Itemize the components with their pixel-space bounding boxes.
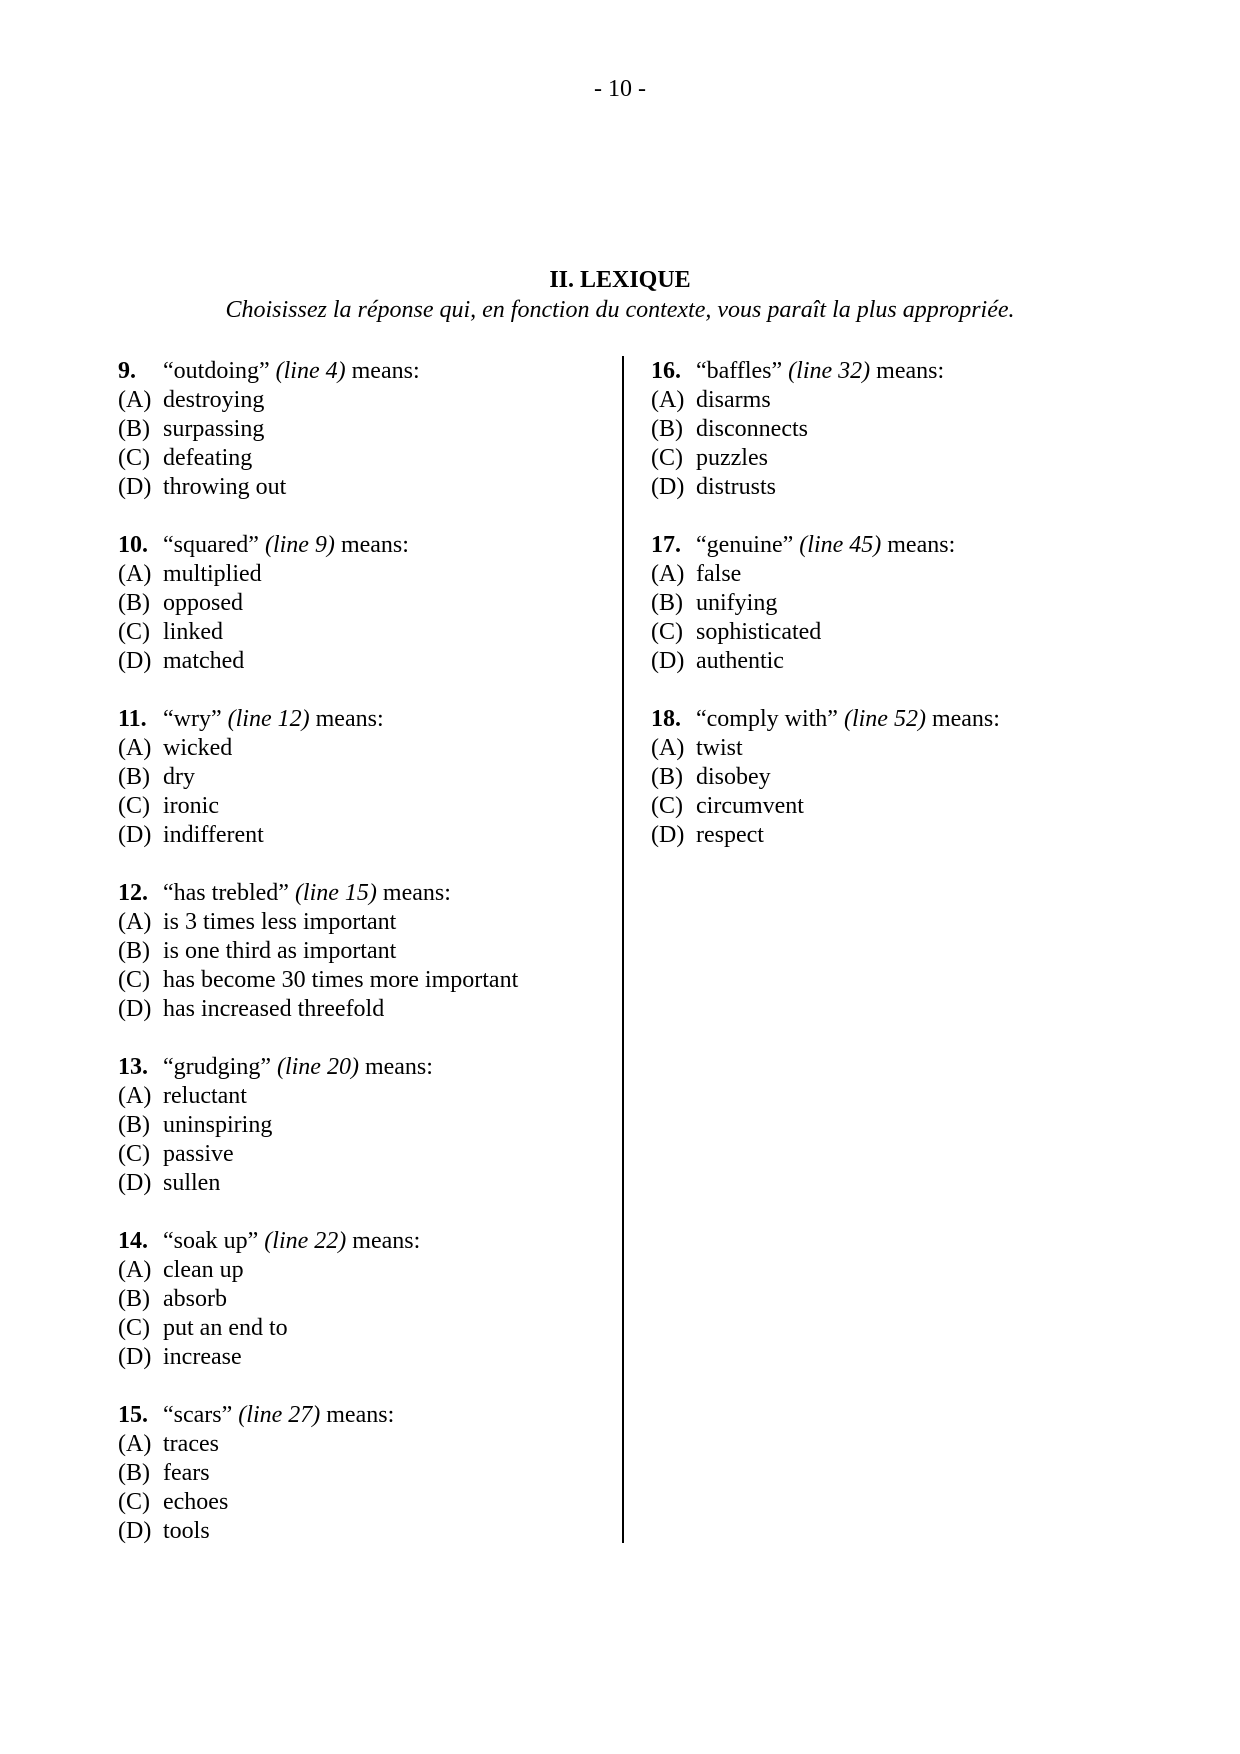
question-stem [651,357,1151,386]
question-term: “outdoing” [163,358,270,384]
answer-option [651,618,1151,647]
answer-option [651,647,1151,676]
answer-option [651,734,1151,763]
option-letter: (B) [651,416,683,442]
option-text: circumvent [696,793,804,819]
option-text: sullen [163,1170,221,1196]
question-suffix: means: [931,706,1000,732]
page-number: - 10 - [594,76,646,102]
option-letter: (D) [118,474,152,500]
question-stem [651,705,1151,734]
option-letter: (D) [118,1344,152,1370]
question [118,357,598,502]
option-letter: (B) [651,764,683,790]
option-text: absorb [163,1286,227,1312]
option-text: passive [163,1141,234,1167]
answer-option [651,473,1151,502]
option-text: put an end to [163,1315,288,1341]
question [651,531,1151,676]
answer-option [118,618,598,647]
column-divider [622,356,624,1543]
question-term: “baffles” [696,358,783,384]
answer-option [651,415,1151,444]
question [651,357,1151,502]
option-text: increase [163,1344,242,1370]
question-term: “scars” [163,1402,233,1428]
option-letter: (C) [118,1489,150,1515]
option-letter: (A) [118,909,152,935]
right-question-column [651,357,1151,879]
question [118,1053,598,1198]
option-letter: (C) [651,619,683,645]
option-letter: (B) [118,1286,150,1312]
option-letter: (A) [651,387,685,413]
question [118,531,598,676]
question [118,1227,598,1372]
answer-option [118,966,598,995]
option-text: multiplied [163,561,262,587]
answer-option [118,1430,598,1459]
option-letter: (B) [651,590,683,616]
option-text: reluctant [163,1083,247,1109]
option-letter: (C) [118,619,150,645]
answer-option [118,1517,598,1546]
answer-option [118,821,598,850]
question-line-reference: (line 22) [264,1228,347,1254]
question-term: “has trebled” [163,880,289,906]
question-line-reference: (line 27) [238,1402,321,1428]
option-text: unifying [696,590,778,616]
question-suffix: means: [351,358,420,384]
answer-option [118,560,598,589]
option-letter: (C) [651,445,683,471]
answer-option [118,444,598,473]
option-text: tools [163,1518,210,1544]
answer-option [651,589,1151,618]
question [118,1401,598,1546]
answer-option [118,908,598,937]
answer-option [651,821,1151,850]
option-letter: (C) [118,967,150,993]
question-number: 10. [118,532,148,558]
question-number: 14. [118,1228,148,1254]
option-letter: (D) [651,648,685,674]
option-letter: (A) [651,561,685,587]
option-text: matched [163,648,245,674]
question-term: “wry” [163,706,222,732]
option-text: twist [696,735,743,761]
question-number: 12. [118,880,148,906]
option-letter: (C) [118,1315,150,1341]
answer-option [651,560,1151,589]
option-text: wicked [163,735,233,761]
question-term: “squared” [163,532,259,558]
question-term: “genuine” [696,532,794,558]
option-letter: (A) [118,1431,152,1457]
answer-option [118,1488,598,1517]
option-letter: (A) [651,735,685,761]
answer-option [118,1140,598,1169]
question-suffix: means: [887,532,956,558]
answer-option [118,1256,598,1285]
question-term: “soak up” [163,1228,259,1254]
question-line-reference: (line 9) [264,532,335,558]
option-text: is 3 times less important [163,909,397,935]
question-line-reference: (line 20) [276,1054,359,1080]
option-text: dry [163,764,195,790]
answer-option [118,1285,598,1314]
question-term: “grudging” [163,1054,271,1080]
answer-option [118,734,598,763]
option-text: clean up [163,1257,244,1283]
question-line-reference: (line 12) [227,706,310,732]
option-letter: (A) [118,735,152,761]
question-stem [118,705,598,734]
answer-option [118,792,598,821]
question-number: 11. [118,706,147,732]
question-suffix: means: [382,880,451,906]
option-text: respect [696,822,764,848]
option-text: echoes [163,1489,229,1515]
option-text: destroying [163,387,265,413]
option-letter: (B) [118,416,150,442]
answer-option [651,792,1151,821]
option-text: disarms [696,387,771,413]
option-text: linked [163,619,223,645]
option-letter: (A) [118,561,152,587]
answer-option [118,763,598,792]
answer-option [118,1111,598,1140]
answer-option [118,1169,598,1198]
question [118,879,598,1024]
option-text: ironic [163,793,219,819]
option-text: surpassing [163,416,265,442]
option-text: sophisticated [696,619,822,645]
option-text: has become 30 times more important [163,967,519,993]
option-letter: (B) [118,1112,150,1138]
option-letter: (D) [651,474,685,500]
answer-option [118,415,598,444]
option-letter: (B) [118,938,150,964]
answer-option [651,444,1151,473]
option-text: indifferent [163,822,264,848]
question-number: 16. [651,358,681,384]
question-stem [118,1401,598,1430]
question-stem [118,1227,598,1256]
section-title: II. LEXIQUE [549,267,691,293]
answer-option [118,647,598,676]
answer-option [651,386,1151,415]
question-suffix: means: [364,1054,433,1080]
question-suffix: means: [340,532,409,558]
question-stem [651,531,1151,560]
question-stem [118,531,598,560]
question-stem [118,357,598,386]
option-text: opposed [163,590,243,616]
option-text: disconnects [696,416,808,442]
question-suffix: means: [326,1402,395,1428]
option-letter: (C) [651,793,683,819]
option-letter: (D) [651,822,685,848]
answer-option [651,763,1151,792]
option-letter: (D) [118,1170,152,1196]
option-text: has increased threefold [163,996,385,1022]
option-text: traces [163,1431,219,1457]
question-line-reference: (line 52) [843,706,926,732]
answer-option [118,386,598,415]
option-letter: (B) [118,764,150,790]
option-text: disobey [696,764,771,790]
question-line-reference: (line 15) [294,880,377,906]
question-suffix: means: [352,1228,421,1254]
option-letter: (A) [118,387,152,413]
option-letter: (D) [118,822,152,848]
left-question-column [118,357,598,1575]
option-letter: (D) [118,1518,152,1544]
option-letter: (C) [118,793,150,819]
question-line-reference: (line 4) [275,358,346,384]
question-stem [118,879,598,908]
answer-option [118,473,598,502]
question-line-reference: (line 45) [799,532,882,558]
question-number: 17. [651,532,681,558]
option-text: throwing out [163,474,287,500]
question-term: “comply with” [696,706,838,732]
answer-option [118,1459,598,1488]
question-number: 9. [118,358,136,384]
option-letter: (C) [118,445,150,471]
option-text: false [696,561,742,587]
question [118,705,598,850]
question-number: 13. [118,1054,148,1080]
option-letter: (D) [118,996,152,1022]
option-text: distrusts [696,474,777,500]
option-text: is one third as important [163,938,397,964]
question-stem [118,1053,598,1082]
question [651,705,1151,850]
option-text: uninspiring [163,1112,273,1138]
option-letter: (B) [118,1460,150,1486]
question-suffix: means: [876,358,945,384]
answer-option [118,1343,598,1372]
option-letter: (B) [118,590,150,616]
answer-option [118,1314,598,1343]
question-line-reference: (line 32) [788,358,871,384]
option-letter: (A) [118,1257,152,1283]
answer-option [118,589,598,618]
option-text: defeating [163,445,253,471]
section-instructions: Choisissez la réponse qui, en fonction du contexte, vous paraît la plus appropriée. [225,297,1015,323]
option-letter: (A) [118,1083,152,1109]
answer-option [118,937,598,966]
option-letter: (C) [118,1141,150,1167]
answer-option [118,1082,598,1111]
question-number: 15. [118,1402,148,1428]
option-letter: (D) [118,648,152,674]
option-text: fears [163,1460,210,1486]
option-text: puzzles [696,445,768,471]
answer-option [118,995,598,1024]
question-number: 18. [651,706,681,732]
question-suffix: means: [315,706,384,732]
option-text: authentic [696,648,784,674]
